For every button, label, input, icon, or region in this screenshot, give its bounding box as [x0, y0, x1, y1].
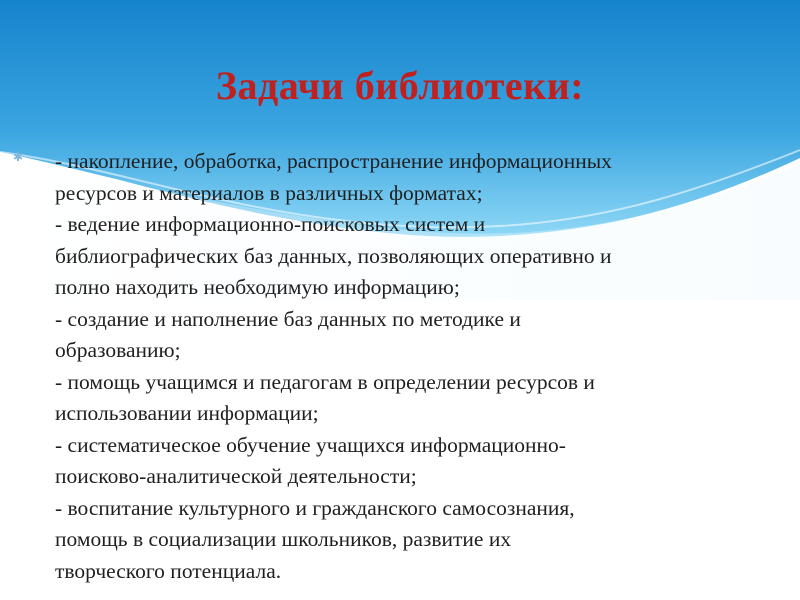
text-line: - накопление, обработка, распространение информационных — [55, 149, 612, 173]
slide-title: Задачи библиотеки: — [215, 63, 585, 108]
text-line: помощь в социализации школьников, развитие их — [55, 527, 512, 551]
text-line: - создание и наполнение баз данных по методике и — [55, 306, 521, 331]
text-line: ресурсов и материалов в различных форматах; — [55, 180, 483, 205]
bullet-icon: ✱ — [13, 150, 24, 164]
slide-body — [20, 146, 760, 587]
task-list-text — [20, 146, 760, 587]
text-line: полно находить необходимую информацию; — [55, 275, 460, 299]
text-line: - воспитание культурного и гражданского самосознания, — [55, 495, 575, 520]
text-line: - систематическое обучение учащихся информационно- — [55, 432, 566, 457]
text-line: поисково-аналитической деятельности; — [55, 464, 417, 488]
text-line: - помощь учащимся и педагогам в определении ресурсов и — [55, 369, 595, 394]
text-line: образованию; — [55, 338, 181, 362]
text-line: - ведение информационно-поисковых систем и — [55, 212, 486, 236]
text-line: библиографических баз данных, позволяющих оперативно и — [55, 243, 612, 268]
text-line: творческого потенциала. — [55, 558, 282, 583]
text-line: использовании информации; — [55, 401, 319, 425]
